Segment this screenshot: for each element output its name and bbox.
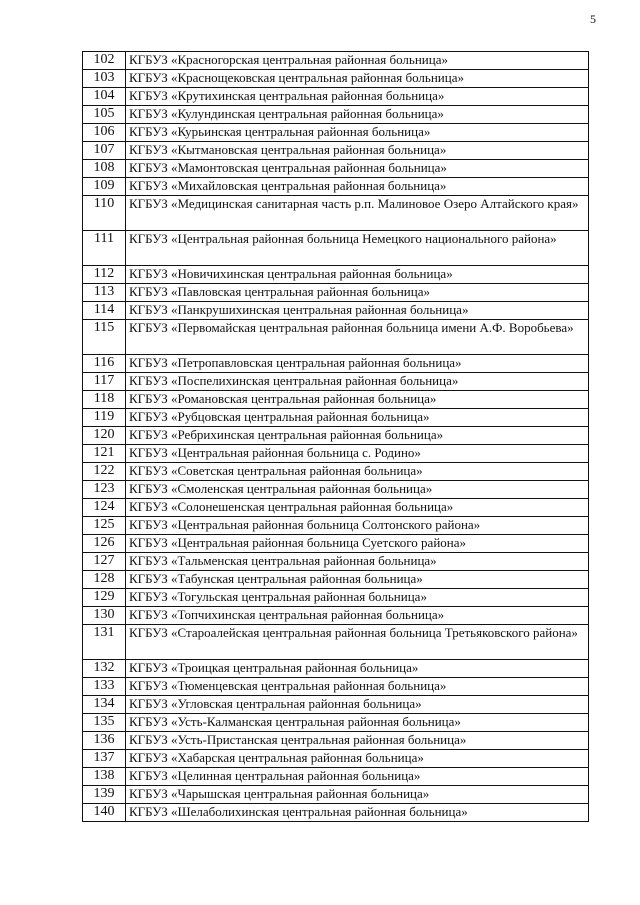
hospital-name: КГБУЗ «Центральная районная больница Солтонского района»	[126, 517, 589, 535]
hospital-name: КГБУЗ «Михайловская центральная районная больница»	[126, 178, 589, 196]
table-row	[83, 786, 589, 804]
table-row	[83, 589, 589, 607]
table-row	[83, 427, 589, 445]
hospital-name: КГБУЗ «Троицкая центральная районная больница»	[126, 660, 589, 678]
hospital-name: КГБУЗ «Поспелихинская центральная районная больница»	[126, 373, 589, 391]
table-row	[83, 142, 589, 160]
table-row	[83, 732, 589, 750]
row-number: 140	[83, 804, 126, 822]
hospital-name: КГБУЗ «Красногорская центральная районная больница»	[126, 52, 589, 70]
table-row	[83, 463, 589, 481]
row-number: 132	[83, 660, 126, 678]
row-number: 118	[83, 391, 126, 409]
hospital-name: КГБУЗ «Тюменцевская центральная районная больница»	[126, 678, 589, 696]
table-row	[83, 70, 589, 88]
table-row	[83, 409, 589, 427]
hospital-table-body	[83, 52, 589, 822]
hospital-name: КГБУЗ «Петропавловская центральная районная больница»	[126, 355, 589, 373]
table-row	[83, 320, 589, 355]
row-number: 127	[83, 553, 126, 571]
row-number: 112	[83, 266, 126, 284]
row-number: 113	[83, 284, 126, 302]
table-row	[83, 535, 589, 553]
table-row	[83, 88, 589, 106]
row-number: 131	[83, 625, 126, 660]
hospital-name: КГБУЗ «Первомайская центральная районная больница имени А.Ф. Воробьева»	[126, 320, 589, 355]
hospital-name: КГБУЗ «Новичихинская центральная районная больница»	[126, 266, 589, 284]
row-number: 110	[83, 196, 126, 231]
row-number: 124	[83, 499, 126, 517]
hospital-name: КГБУЗ «Тогульская центральная районная больница»	[126, 589, 589, 607]
row-number: 111	[83, 231, 126, 266]
row-number: 128	[83, 571, 126, 589]
hospital-name: КГБУЗ «Кулундинская центральная районная больница»	[126, 106, 589, 124]
table-row	[83, 231, 589, 266]
hospital-name: КГБУЗ «Краснощековская центральная районная больница»	[126, 70, 589, 88]
table-row	[83, 160, 589, 178]
hospital-name: КГБУЗ «Центральная районная больница Суетского района»	[126, 535, 589, 553]
hospital-name: КГБУЗ «Целинная центральная районная больница»	[126, 768, 589, 786]
table-row	[83, 696, 589, 714]
table-row	[83, 373, 589, 391]
hospital-table	[82, 51, 589, 822]
hospital-name: КГБУЗ «Хабарская центральная районная больница»	[126, 750, 589, 768]
row-number: 104	[83, 88, 126, 106]
row-number: 105	[83, 106, 126, 124]
hospital-name: КГБУЗ «Кытмановская центральная районная больница»	[126, 142, 589, 160]
hospital-name: КГБУЗ «Павловская центральная районная больница»	[126, 284, 589, 302]
table-row	[83, 499, 589, 517]
table-row	[83, 660, 589, 678]
hospital-name: КГБУЗ «Смоленская центральная районная больница»	[126, 481, 589, 499]
row-number: 108	[83, 160, 126, 178]
table-row	[83, 804, 589, 822]
table-row	[83, 678, 589, 696]
row-number: 114	[83, 302, 126, 320]
row-number: 103	[83, 70, 126, 88]
row-number: 102	[83, 52, 126, 70]
hospital-name: КГБУЗ «Медицинская санитарная часть р.п. Малиновое Озеро Алтайского края»	[126, 196, 589, 231]
table-row	[83, 607, 589, 625]
row-number: 134	[83, 696, 126, 714]
row-number: 135	[83, 714, 126, 732]
table-row	[83, 445, 589, 463]
table-row	[83, 52, 589, 70]
table-row	[83, 625, 589, 660]
page-number: 5	[590, 12, 596, 26]
row-number: 130	[83, 607, 126, 625]
row-number: 106	[83, 124, 126, 142]
hospital-name: КГБУЗ «Тальменская центральная районная больница»	[126, 553, 589, 571]
hospital-name: КГБУЗ «Топчихинская центральная районная больница»	[126, 607, 589, 625]
hospital-name: КГБУЗ «Курьинская центральная районная больница»	[126, 124, 589, 142]
hospital-name: КГБУЗ «Чарышская центральная районная больница»	[126, 786, 589, 804]
row-number: 122	[83, 463, 126, 481]
hospital-name: КГБУЗ «Мамонтовская центральная районная больница»	[126, 160, 589, 178]
hospital-name: КГБУЗ «Рубцовская центральная районная больница»	[126, 409, 589, 427]
row-number: 138	[83, 768, 126, 786]
table-row	[83, 266, 589, 284]
table-row	[83, 355, 589, 373]
row-number: 121	[83, 445, 126, 463]
hospital-name: КГБУЗ «Крутихинская центральная районная больница»	[126, 88, 589, 106]
table-row	[83, 124, 589, 142]
table-row	[83, 571, 589, 589]
hospital-name: КГБУЗ «Усть-Пристанская центральная районная больница»	[126, 732, 589, 750]
table-row	[83, 302, 589, 320]
row-number: 139	[83, 786, 126, 804]
row-number: 133	[83, 678, 126, 696]
row-number: 116	[83, 355, 126, 373]
hospital-name: КГБУЗ «Центральная районная больница с. Родино»	[126, 445, 589, 463]
table-row	[83, 481, 589, 499]
hospital-name: КГБУЗ «Староалейская центральная районная больница Третьяковского района»	[126, 625, 589, 660]
row-number: 109	[83, 178, 126, 196]
row-number: 136	[83, 732, 126, 750]
row-number: 120	[83, 427, 126, 445]
table-row	[83, 553, 589, 571]
table-row	[83, 106, 589, 124]
row-number: 137	[83, 750, 126, 768]
row-number: 115	[83, 320, 126, 355]
hospital-name: КГБУЗ «Шелаболихинская центральная районная больница»	[126, 804, 589, 822]
table-row	[83, 517, 589, 535]
hospital-name: КГБУЗ «Солонешенская центральная районная больница»	[126, 499, 589, 517]
hospital-name: КГБУЗ «Угловская центральная районная больница»	[126, 696, 589, 714]
hospital-name: КГБУЗ «Центральная районная больница Немецкого национального района»	[126, 231, 589, 266]
table-row	[83, 768, 589, 786]
row-number: 129	[83, 589, 126, 607]
hospital-name: КГБУЗ «Советская центральная районная больница»	[126, 463, 589, 481]
table-row	[83, 391, 589, 409]
table-row	[83, 714, 589, 732]
table-row	[83, 750, 589, 768]
row-number: 126	[83, 535, 126, 553]
row-number: 125	[83, 517, 126, 535]
hospital-name: КГБУЗ «Панкрушихинская центральная районная больница»	[126, 302, 589, 320]
row-number: 119	[83, 409, 126, 427]
table-row	[83, 178, 589, 196]
row-number: 123	[83, 481, 126, 499]
hospital-name: КГБУЗ «Табунская центральная районная больница»	[126, 571, 589, 589]
hospital-name: КГБУЗ «Ребрихинская центральная районная больница»	[126, 427, 589, 445]
row-number: 107	[83, 142, 126, 160]
table-row	[83, 196, 589, 231]
table-row	[83, 284, 589, 302]
row-number: 117	[83, 373, 126, 391]
hospital-name: КГБУЗ «Усть-Калманская центральная районная больница»	[126, 714, 589, 732]
hospital-name: КГБУЗ «Романовская центральная районная больница»	[126, 391, 589, 409]
